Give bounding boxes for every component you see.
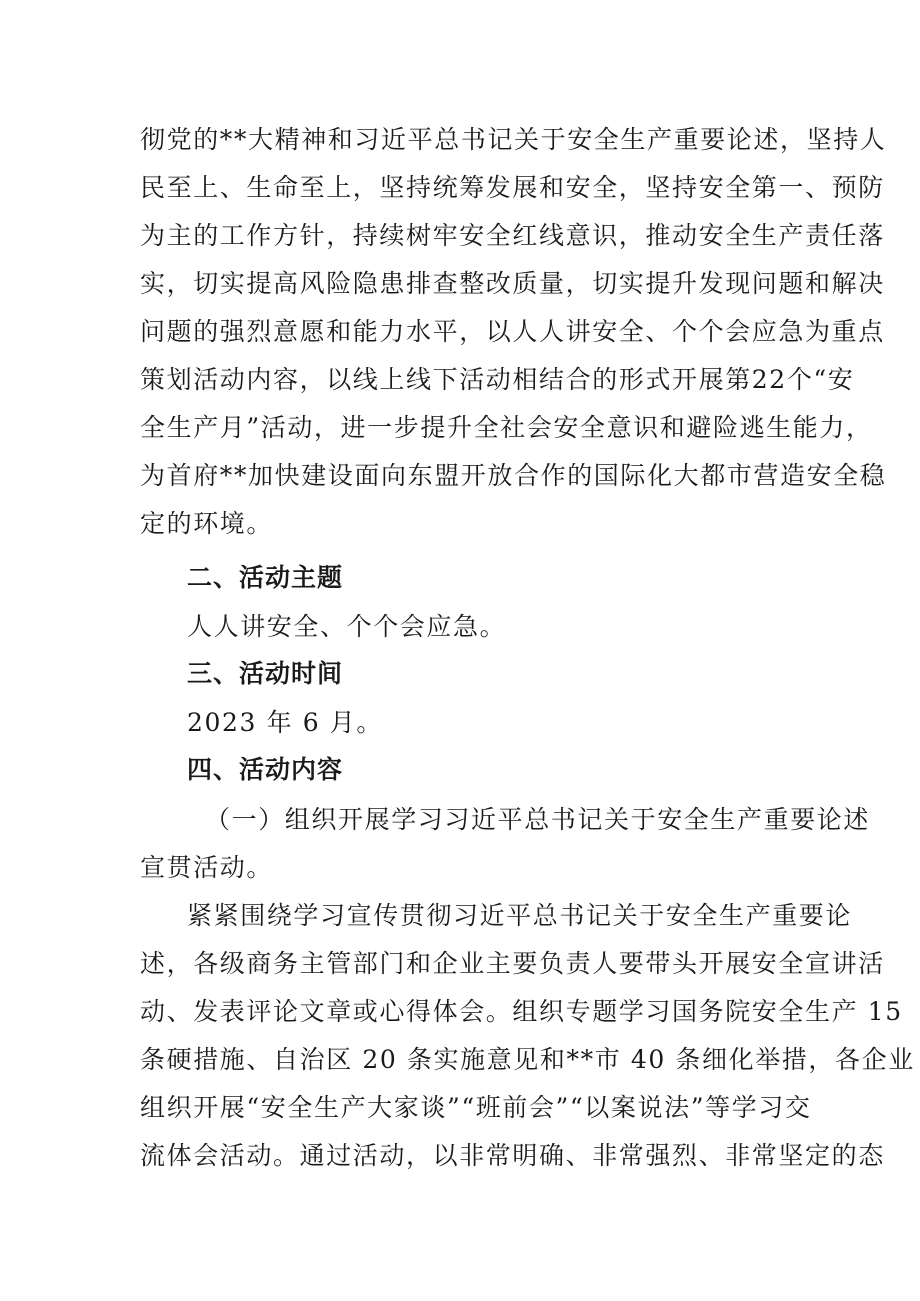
section-body-time: 2023 年 6 月。 [187,708,383,737]
paragraph-line: 述，各级商务主管部门和企业主要负责人要带头开展安全宣讲活 [140,949,885,978]
intro-line: 定的环境。 [140,509,274,538]
intro-line: 民至上、生命至上，坚持统筹发展和安全，坚持安全第一、预防 [140,173,885,202]
intro-line: 全生产月”活动，进一步提升全社会安全意识和避险逃生能力， [140,413,873,442]
paragraph-line: 组织开展“安全生产大家谈”“班前会”“以案说法”等学习交 [140,1093,812,1122]
paragraph-line: 流体会活动。通过活动，以非常明确、非常强烈、非常坚定的态 [140,1141,885,1170]
intro-line: 为主的工作方针，持续树牢安全红线意识，推动安全生产责任落 [140,221,885,250]
intro-line: 实，切实提高风险隐患排查整改质量，切实提升发现问题和解决 [140,269,885,298]
section-heading-time: 三、活动时间 [187,659,344,688]
paragraph-line: 紧紧围绕学习宣传贯彻习近平总书记关于安全生产重要论 [187,901,853,930]
section-heading-content: 四、活动内容 [187,755,344,784]
subsection-heading-line: 宣贯活动。 [140,853,274,882]
section-body-theme: 人人讲安全、个个会应急。 [187,612,507,641]
paragraph-line: 条硬措施、自治区 20 条实施意见和**市 40 条细化举措，各企业 [140,1045,915,1074]
intro-line: 为首府**加快建设面向东盟开放合作的国际化大都市营造安全稳 [140,461,887,490]
intro-line: 策划活动内容，以线上线下活动相结合的形式开展第22个“安 [140,365,855,394]
intro-line: 问题的强烈意愿和能力水平，以人人讲安全、个个会应急为重点 [140,317,885,346]
section-heading-theme: 二、活动主题 [187,563,344,592]
subsection-heading-line: （一）组织开展学习习近平总书记关于安全生产重要论述 [205,805,871,834]
intro-line: 彻党的**大精神和习近平总书记关于安全生产重要论述，坚持人 [140,125,887,154]
paragraph-line: 动、发表评论文章或心得体会。组织专题学习国务院安全生产 15 [140,997,903,1026]
